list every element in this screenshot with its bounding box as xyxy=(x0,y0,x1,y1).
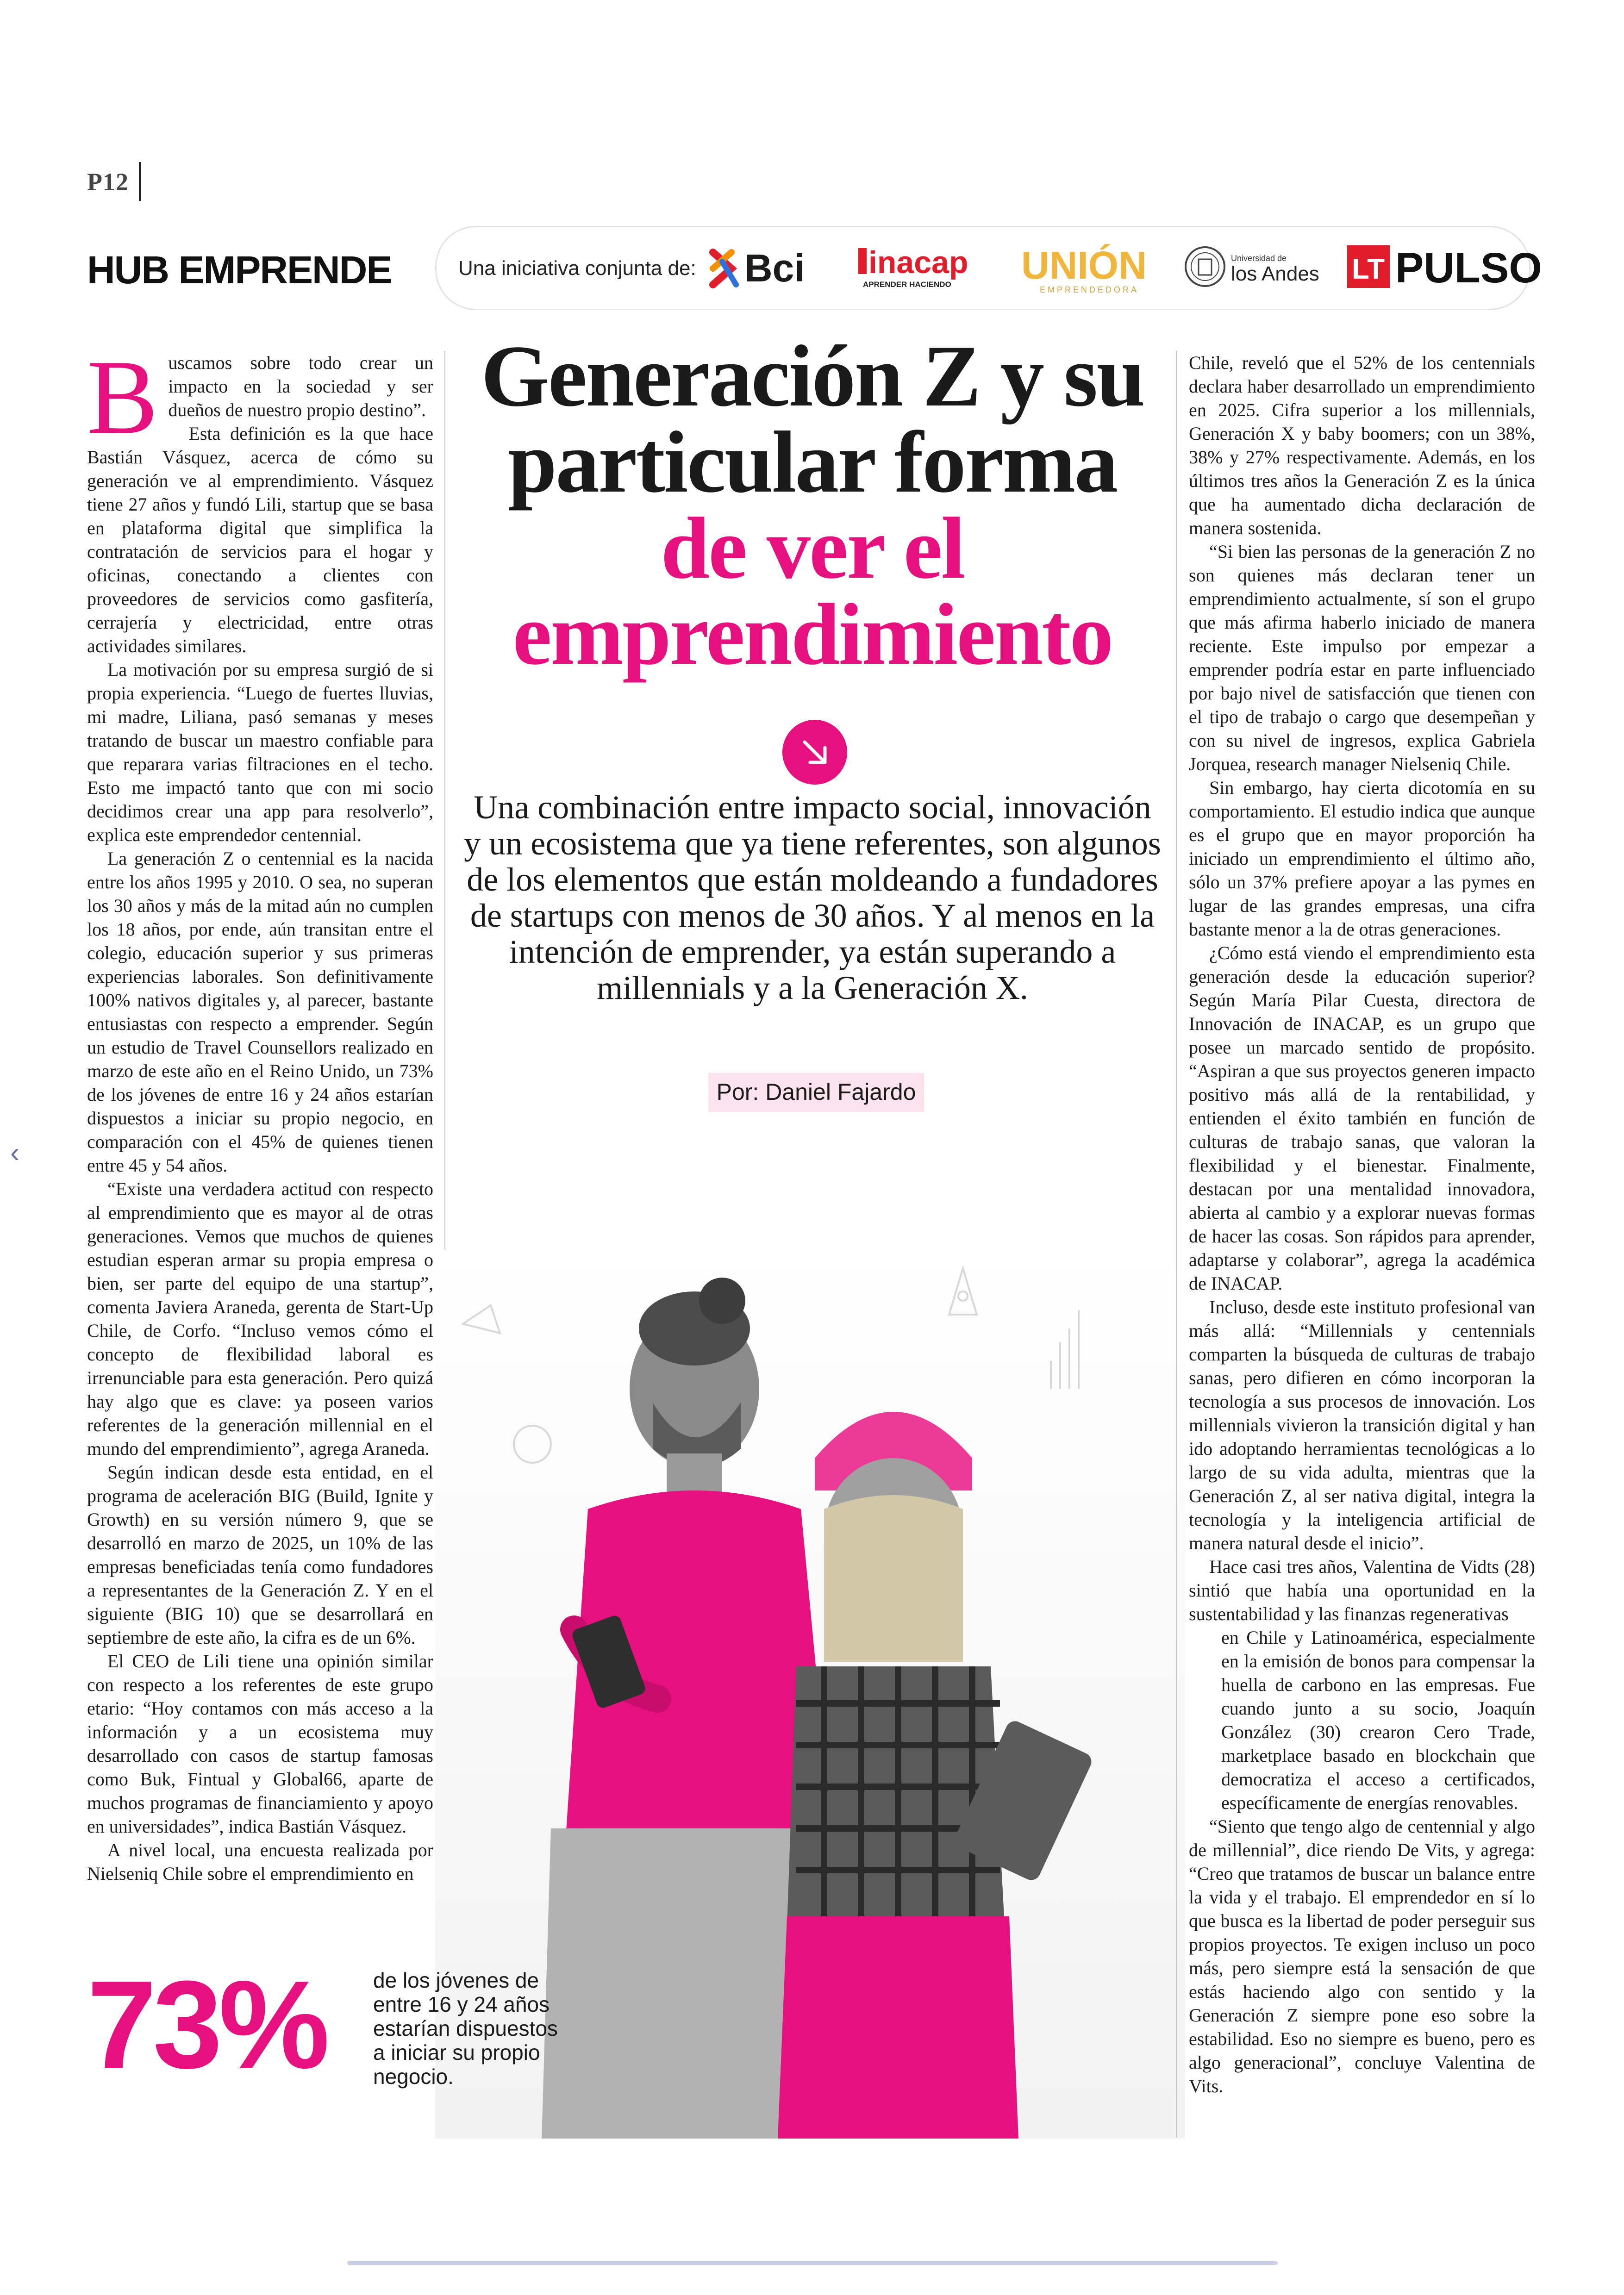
union-tagline: EMPRENDEDORA xyxy=(1040,285,1139,294)
body-paragraph: Según indican desde esta entidad, en el programa de aceleración BIG (Build, Ignite y Growth) en su versión número 9, que se desarrolló en marzo de 2025, un 10% de las empresas beneficiadas tenía como fundadores a representantes de la Generación Z. Y en el siguiente (BIG 10) que se desarrollará en septiembre de este año, la cifra es de un 6%. xyxy=(87,1462,433,1648)
pulso-logo-text: PULSO xyxy=(1395,244,1542,292)
page-number: P12 xyxy=(87,168,129,196)
headline-line-4: emprendimiento xyxy=(512,586,1112,683)
pulso-badge: LT xyxy=(1352,253,1385,285)
body-paragraph: A nivel local, una encuesta realizada por Nielseniq Chile sobre el emprendimiento en xyxy=(87,1840,433,1884)
body-paragraph: “Siento que tengo algo de centennial y algo de millennial”, dice riendo De Vits, y agrega: “Creo que tratamos de buscar un balance entre la vida y el trabajo. El emprendedor en sí lo que busca es la libertad de poder perseguir sus propios proyectos. Te exigen incluso un poco más, pero siempre está la sensación de que estás haciendo algo con sentido y la Generación Z siempre pone eso sobre la estabilidad. Eso no siempre es bueno, pero es algo generacional”, concluye Valentina de Vits. xyxy=(1189,1816,1535,2096)
andes-logo-text: los Andes xyxy=(1231,262,1319,285)
body-paragraph: La motivación por su empresa surgió de si propia experiencia. “Luego de fuertes lluvias, mi madre, Liliana, pasó semanas y meses tratando de buscar un maestro confiable para que reparara varias filtraciones en el techo. Esto me impactó tanto que con mi socio decidimos crear una app para resolverlo”, explica este emprendedor centennial. xyxy=(87,659,433,845)
section-title: HUB EMPRENDE xyxy=(87,248,392,292)
headline-line-1: Generación Z y su xyxy=(481,328,1144,425)
lead-paragraph: Una combinación entre impacto social, innovación y un ecosistema que ya tiene referentes, son algunos de los elementos que están moldeando a fundadores de startups con menos de 30 años. Y al menos en la intención de emprender, ya están superando a millennials y a la Generación X. xyxy=(464,789,1161,1006)
bci-logo-text: Bci xyxy=(744,246,805,290)
stat-number: 73% xyxy=(87,1955,326,2095)
article-right-column xyxy=(1189,351,1535,2098)
body-paragraph: Incluso, desde este instituto profesional van más allá: “Millennials y centennials comparten la búsqueda de culturas de trabajo sanas, pero difieren en cómo incorporan la tecnología a sus procesos de innovación. Los millennials vivieron la transición digital y han ido adoptando herramientas tecnológicas a lo largo de su vida adulta, mientras que la Generación Z, al ser nativa digital, integra la tecnología y la inteligencia artificial de manera natural desde el inicio”. xyxy=(1189,1297,1535,1553)
body-paragraph: “Si bien las personas de la generación Z no son quienes más declaran tener un emprendimiento actualmente, sí son el grupo que más afirma haberlo iniciado de manera reciente. Este impulso por empezar a emprender podría estar en parte influenciado por bajo nivel de satisfacción que tienen con el tipo de trabajo o cargo que desempeñan y con su nivel de ingresos, explica Gabriela Jorquea, research manager Nielseniq Chile. xyxy=(1189,541,1535,774)
right-column-divider xyxy=(1176,351,1177,2138)
body-paragraph: La generación Z o centennial es la nacida entre los años 1995 y 2010. O sea, no superan los 30 años y más de la mitad aún no cumplen los 18 años, por ende, aún transitan entre el colegio, educación superior y sus primeras experiencias laborales. Son definitivamente 100% nativos digitales y, al parecer, bastante entusiastas con respecto a emprender. Según un estudio de Travel Counsellors realizado en marzo de este año en el Reino Unido, un 73% de los jóvenes de entre 16 y 24 años estarían dispuestos a iniciar su propio negocio, en comparación con el 45% de quienes tienen entre 45 y 54 años. xyxy=(87,848,433,1176)
body-paragraph: Sin embargo, hay cierta dicotomía en su comportamiento. El estudio indica que aunque es el grupo que en mayor proporción ha iniciado un emprendimiento el último año, sólo un 37% prefiere apoyar a las pymes en lugar de las grandes empresas, una cifra bastante menor a la de otras generaciones. xyxy=(1189,777,1535,940)
body-paragraph: en Chile y Latinoamérica, especialmente en la emisión de bonos para compensar la huella de carbono en las empresas. Fue cuando junto a su socio, Joaquín González (30) crearon Cero Trade, marketplace basado en blockchain que democratiza el acceso a certificados, específicamente de energías renovables. xyxy=(1221,1627,1535,1813)
body-paragraph: ¿Cómo está viendo el emprendimiento esta generación desde la educación superior? Según María Pilar Cuesta, directora de Innovación de INACAP, es un grupo que posee un marcado sentido de propósito. “Aspiran a que sus proyectos generen impacto positivo más allá de la rentabilidad, y entienden el éxito también en función de culturas de trabajo sanas, que valoran la flexibilidad y el bienestar. Finalmente, destacan por una mentalidad innovadora, abierta al cambio y a explorar nuevas formas de hacer las cosas. Son rápidos para aprender, adaptarse y colaborar”, agrega la académica de INACAP. xyxy=(1189,942,1535,1294)
pulso-logo xyxy=(1347,241,1542,292)
partners-label: Una iniciativa conjunta de: xyxy=(458,257,696,280)
byline: Por: Daniel Fajardo xyxy=(716,1079,916,1105)
body-paragraph: Hace casi tres años, Valentina de Vidts (28) sintió que había una oportunidad en la sustentabilidad y las finanzas regenerativas xyxy=(1189,1556,1535,1624)
body-paragraph: “Existe una verdadera actitud con respecto al emprendimiento que es mayor al de otras generaciones. Vemos que muchos de quienes estudian esperan armar su propia empresa o bien, ser parte del equipo de una startup”, comenta Javiera Araneda, gerenta de Start-Up Chile, de Corfo. “Incluso vemos cómo el concepto de flexibilidad laboral es irrenunciable para esta generación. Pero quizá hay algo que es clave: ya poseen varios referentes de la generación millennial en el mundo del emprendimiento”, agrega Araneda. xyxy=(87,1179,433,1459)
inacap-logo-text: inacap xyxy=(868,245,968,280)
arrow-down-right-icon xyxy=(782,720,847,785)
inacap-tagline: APRENDER HACIENDO xyxy=(863,280,951,289)
inacap-logo xyxy=(856,241,986,292)
opening-paragraph xyxy=(87,338,433,456)
body-paragraph: Esta definición es la que hace Bastián Vásquez, acerca de cómo su generación ve al emprendimiento. Vásquez tiene 27 años y fundó Lili, startup que se basa en plataforma digital que simplifica la contratación de servicios para el hogar y oficinas, conectando a clientes con proveedores de servicios como gasfitería, cerrajería y electricidad, entre otras actividades similares. xyxy=(87,423,433,656)
headline xyxy=(458,328,1167,683)
stat-description: de los jóvenes de entre 16 y 24 años estarían dispuestos a iniciar su propio negocio. xyxy=(373,1968,558,2089)
article-left-column xyxy=(87,338,433,1885)
universidad-los-andes-logo xyxy=(1183,241,1322,292)
page-number-divider xyxy=(139,162,141,201)
previous-page-chevron-icon[interactable]: ‹ xyxy=(10,1137,19,1168)
body-paragraph: El CEO de Lili tiene una opinión similar con respecto a los referentes de este grupo etario: “Hoy contamos con más acceso a la información y a un ecosistema muy desarrollado con casos de startup famosas como Buk, Fintual y Global66, aparte de muchos programas de financiamiento y apoyo en universidades”, indica Bastián Vásquez. xyxy=(87,1651,433,1837)
headline-line-2: particular forma xyxy=(508,414,1117,511)
union-emprendedora-logo xyxy=(1018,241,1153,296)
drop-cap: B xyxy=(87,338,158,456)
union-logo-text: UNIÓN xyxy=(1021,243,1147,287)
andes-small-text: Universidad de xyxy=(1231,254,1287,263)
opening-text: uscamos sobre todo crear un impacto en la sociedad y ser dueños de nuestro propio destino”. xyxy=(168,352,433,420)
page-scroll-indicator[interactable] xyxy=(347,2261,1278,2265)
body-paragraph: Chile, reveló que el 52% de los centennials declara haber desarrollado un emprendimiento en 2025. Cifra superior a los millennials, Generación X y baby boomers; con un 38%, 38% y 27% respectivamente. Además, en los últimos tres años la Generación Z es la única que ha aumentado dicha declaración de manera sostenida. xyxy=(1189,352,1535,538)
bci-logo xyxy=(708,241,819,292)
headline-line-3: de ver el xyxy=(661,500,964,597)
